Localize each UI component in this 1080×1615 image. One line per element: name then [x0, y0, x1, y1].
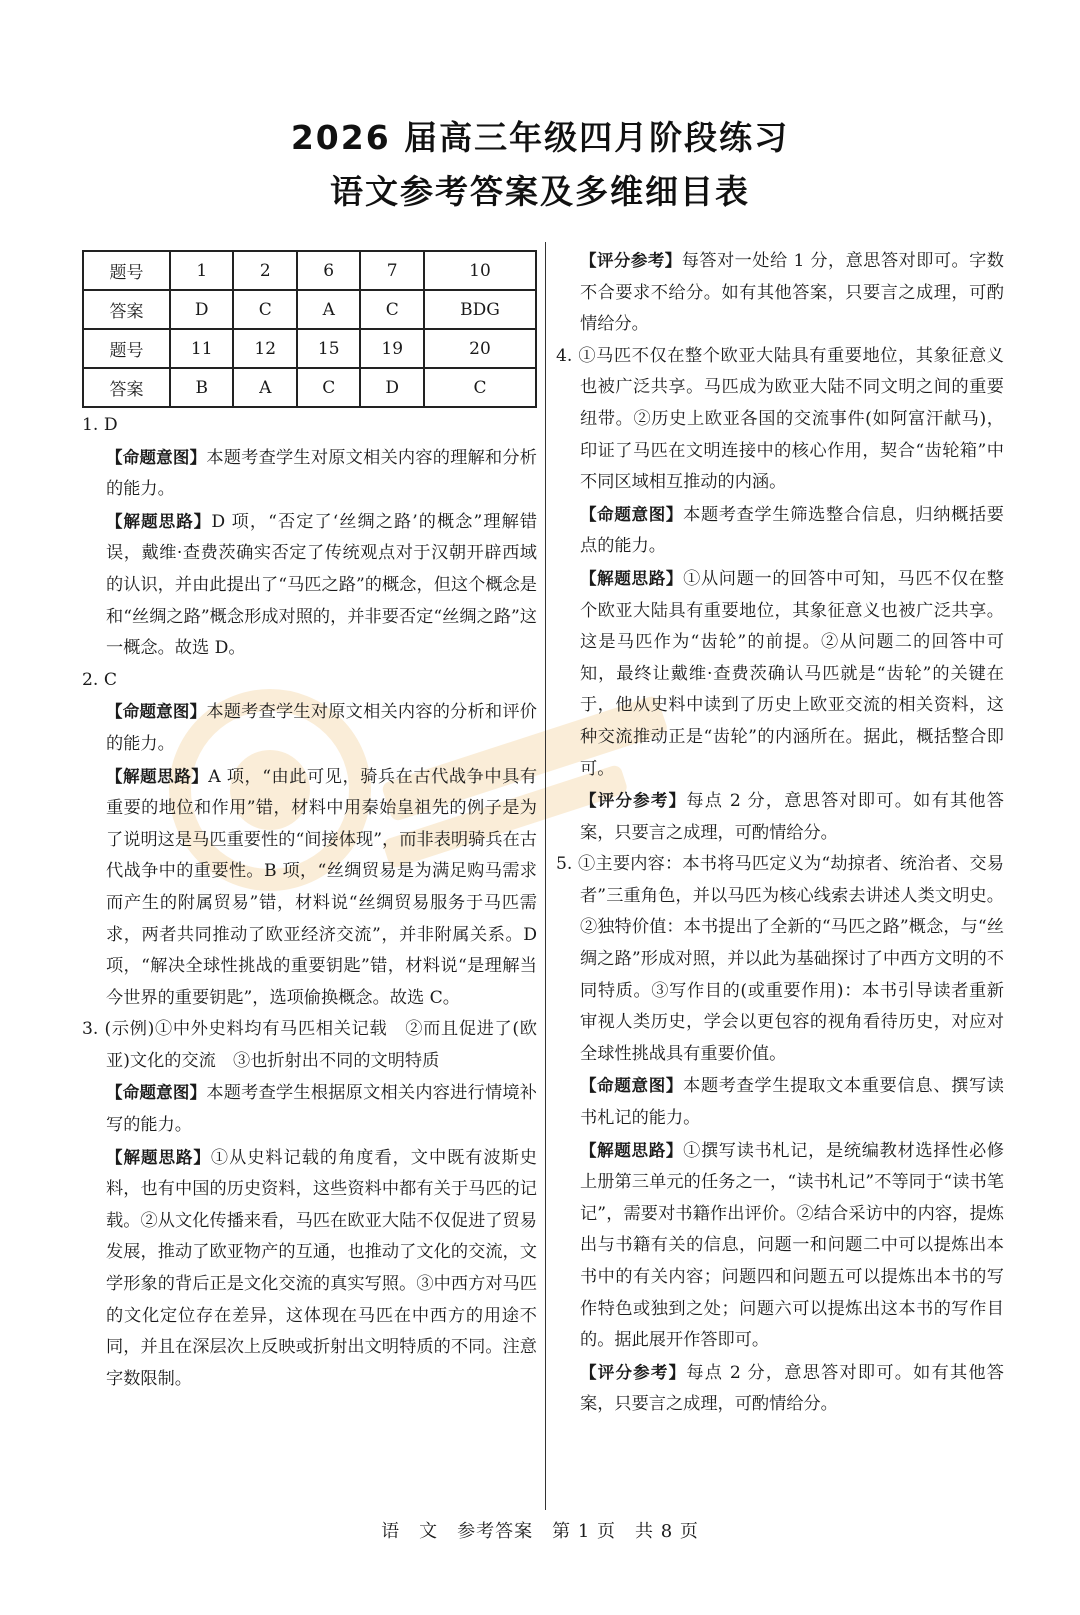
- q1-intent-text: 本题考查学生对原文相关内容的理解和分析的能力。: [106, 447, 537, 500]
- table-cell: A: [233, 368, 296, 407]
- intent-label: 【命题意图】: [580, 1076, 684, 1096]
- table-cell: 1: [170, 251, 233, 290]
- table-cell: BDG: [424, 290, 536, 329]
- q5-answer: 5. ①主要内容：本书将马匹定义为“劫掠者、统治者、交易者”三重角色，并以马匹为核心线索去讲述人类文明史。②独特价值：本书提出了全新的“马匹之路”概念，与“丝绸之路”形成对照，并以此为基础探讨了中西方文明的不同特质。③写作目的(或重要作用)：本书引导读者重新审视人类历史，学会以更包容的视角看待历史，对应对全球性挑战具有重要价值。: [556, 854, 1004, 1064]
- approach-label: 【解题思路】: [580, 1140, 684, 1160]
- approach-label: 【解题思路】: [106, 511, 212, 531]
- table-cell: 10: [424, 251, 536, 290]
- q3-approach: [82, 1142, 537, 1396]
- q1-approach: [82, 506, 537, 665]
- table-cell: D: [360, 368, 423, 407]
- intent-label: 【命题意图】: [106, 447, 207, 467]
- table-row: [83, 251, 536, 290]
- table-cell: 6: [297, 251, 360, 290]
- q5-intent-text: 本题考查学生提取文本重要信息、撰写读书札记的能力。: [580, 1076, 1004, 1129]
- document-title: 2026 届高三年级四月阶段练习: [290, 118, 790, 157]
- q3-intent: [82, 1077, 537, 1141]
- table-row: [83, 368, 536, 407]
- table-cell: D: [170, 290, 233, 329]
- q3-scoring-text: 每答对一处给 1 分，意思答对即可。字数不合要求不给分。如有其他答案，只要言之成理，可酌情给分。: [580, 251, 1004, 335]
- answer-table: [82, 250, 537, 408]
- q1-answer: 1. D: [82, 415, 118, 435]
- q3-intent-text: 本题考查学生根据原文相关内容进行情境补写的能力。: [106, 1083, 537, 1136]
- approach-label: 【解题思路】: [106, 766, 209, 786]
- q2-intent: [82, 696, 537, 760]
- table-cell: B: [170, 368, 233, 407]
- q4-answer: 4. ①马匹不仅在整个欧亚大陆具有重要地位，其象征意义也被广泛共享。马匹成为欧亚大陆不同文明之间的重要纽带。②历史上欧亚各国的交流事件(如阿富汗献马)，印证了马匹在文明连接中的核心作用，契合“齿轮箱”中不同区域相互推动的内涵。: [556, 345, 1004, 493]
- q2-approach: [82, 761, 537, 1015]
- q4-intent: [556, 499, 1004, 563]
- column-divider: [545, 242, 546, 1510]
- q3-answer: 3. (示例)①中外史料均有马匹相关记载 ②而且促进了(欧亚)文化的交流 ③也折射出不同的文明特质: [82, 1019, 537, 1071]
- q5-intent: [556, 1070, 1004, 1134]
- table-cell: 题号: [83, 251, 170, 290]
- q2-approach-text: A 项，“由此可见，骑兵在古代战争中具有重要的地位和作用”错，材料中用秦始皇祖先的例子是为了说明这是马匹重要性的“间接体现”，而非表明骑兵在古代战争中的重要性。B 项，“丝绸贸易是为满足购马需求而产生的附属贸易”错，材料说“丝绸贸易服务于马匹需求，两者共同推动了欧亚经济交流”，并非附属关系。D 项，“解决全球性挑战的重要钥匙”错，材料说“是理解当今世界的重要钥匙”，选项偷换概念。故选 C。: [106, 766, 538, 1008]
- q1-approach-text: D 项，“否定了‘丝绸之路’的概念”理解错误，戴维·查费茨确实否定了传统观点对于汉朝开辟西域的认识，并由此提出了“马匹之路”的概念，但这个概念是和“丝绸之路”概念形成对照的，并非要否定“丝绸之路”这一概念。故选 D。: [106, 511, 538, 659]
- q4-intent-text: 本题考查学生筛选整合信息，归纳概括要点的能力。: [580, 504, 1004, 557]
- approach-label: 【解题思路】: [106, 1147, 211, 1167]
- table-cell: 题号: [83, 329, 170, 368]
- intent-label: 【命题意图】: [106, 1083, 207, 1103]
- q4-scoring-text: 每点 2 分，意思答对即可。如有其他答案，只要言之成理，可酌情给分。: [580, 791, 1004, 843]
- table-cell: 答案: [83, 290, 170, 329]
- table-cell: 答案: [83, 368, 170, 407]
- q4-scoring: [556, 785, 1004, 849]
- table-cell: A: [297, 290, 360, 329]
- q5-scoring: [556, 1357, 1004, 1421]
- q5-approach: [556, 1135, 1004, 1357]
- table-cell: C: [297, 368, 360, 407]
- scoring-label: 【评分参考】: [580, 791, 687, 811]
- intent-label: 【命题意图】: [106, 702, 207, 722]
- table-cell: C: [360, 290, 423, 329]
- table-cell: 2: [233, 251, 296, 290]
- table-cell: 19: [360, 329, 423, 368]
- table-cell: 20: [424, 329, 536, 368]
- right-column: [556, 245, 1004, 1421]
- table-cell: 11: [170, 329, 233, 368]
- table-row: [83, 290, 536, 329]
- q5-scoring-text: 每点 2 分，意思答对即可。如有其他答案，只要言之成理，可酌情给分。: [580, 1362, 1004, 1415]
- table-cell: C: [233, 290, 296, 329]
- table-cell: 15: [297, 329, 360, 368]
- left-column: [82, 250, 537, 1395]
- scoring-label: 【评分参考】: [580, 1362, 687, 1382]
- q5-approach-text: ①撰写读书札记，是统编教材选择性必修上册第三单元的任务之一，“读书札记”不等同于“读书笔记”，需要对书籍作出评价。②结合采访中的内容，提炼出与书籍有关的信息，问题一和问题二中可以提炼出本书中的有关内容；问题四和问题五可以提炼出本书的写作特色或独到之处；问题六可以提炼出这本书的写作目的。据此展开作答即可。: [580, 1140, 1004, 1351]
- page-footer: 语 文 参考答案 第 1 页 共 8 页: [381, 1521, 699, 1542]
- document-subtitle: 语文参考答案及多维细目表: [330, 172, 750, 211]
- q1-intent: [82, 442, 537, 506]
- scoring-label: 【评分参考】: [580, 251, 682, 270]
- table-cell: 7: [360, 251, 423, 290]
- intent-label: 【命题意图】: [580, 504, 684, 524]
- table-row: [83, 329, 536, 368]
- q2-intent-text: 本题考查学生对原文相关内容的分析和评价的能力。: [106, 702, 537, 754]
- q4-approach: [556, 563, 1004, 785]
- table-cell: C: [424, 368, 536, 407]
- q4-approach-text: ①从问题一的回答中可知，马匹不仅在整个欧亚大陆具有重要地位，其象征意义也被广泛共享。这是马匹作为“齿轮”的前提。②从问题二的回答中可知，最终让戴维·查费茨确认马匹就是“齿轮”的关键在于，他从史料中读到了历史上欧亚交流的相关资料，这种交流推动正是“齿轮”的内涵所在。据此，概括整合即可。: [580, 568, 1004, 779]
- table-cell: 12: [233, 329, 296, 368]
- q2-answer: 2. C: [82, 669, 118, 690]
- q3-scoring: [556, 245, 1004, 341]
- q3-approach-text: ①从史料记载的角度看，文中既有波斯史料，也有中国的历史资料，这些资料中都有关于马匹的记载。②从文化传播来看，马匹在欧亚大陆不仅促进了贸易发展，推动了欧亚物产的互通，也推动了文化的交流，文学形象的背后正是文化交流的真实写照。③中西方对马匹的文化定位存在差异，这体现在马匹在中西方的用途不同，并且在深层次上反映或折射出文明特质的不同。注意字数限制。: [106, 1147, 537, 1389]
- approach-label: 【解题思路】: [580, 568, 684, 588]
